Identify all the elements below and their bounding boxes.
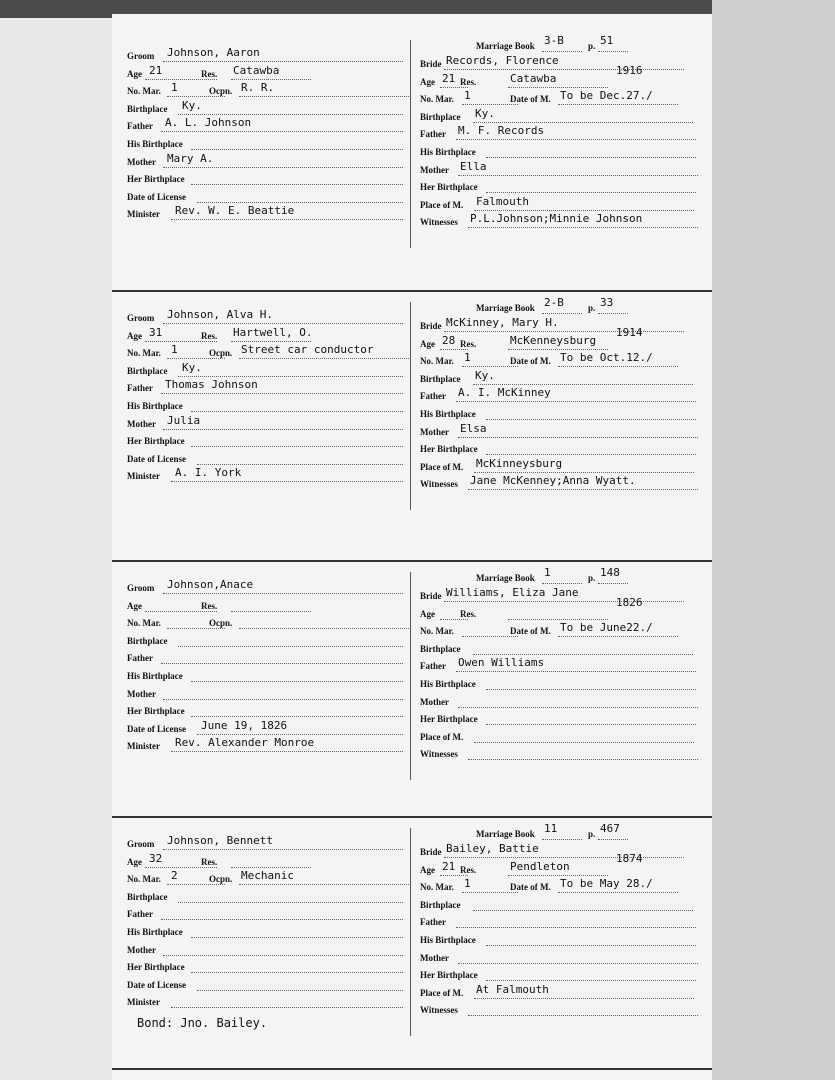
column-divider — [410, 828, 411, 1036]
bride-res-label: Res. — [460, 338, 477, 349]
blank-line — [239, 96, 409, 97]
blank-line — [474, 472, 694, 473]
bride-year-value: 1916 — [616, 63, 643, 77]
bride-age-value: 28 — [442, 333, 456, 347]
bride-birthplace-label: Birthplace — [420, 899, 461, 910]
blank-line — [486, 980, 696, 981]
bride-his-birthplace-label: His Birthplace — [420, 147, 476, 157]
blank-line — [163, 167, 403, 168]
column-divider — [410, 40, 411, 248]
blank-line — [161, 131, 403, 132]
blank-line — [163, 955, 403, 956]
blank-line — [197, 464, 403, 465]
groom-no-mar-value: 1 — [171, 81, 178, 95]
groom-date-of-license-value: June 19, 1826 — [201, 718, 288, 732]
blank-line — [145, 867, 217, 868]
groom-mother-value: Mary A. — [167, 151, 214, 165]
bride-age-label: Age — [420, 76, 435, 87]
blank-line — [458, 175, 698, 176]
blank-line — [473, 122, 693, 123]
blank-line — [598, 583, 628, 584]
bride-her-birthplace-label: Her Birthplace — [420, 714, 478, 725]
groom-his-birthplace-label: His Birthplace — [127, 139, 183, 149]
bride-his-birthplace-label: His Birthplace — [420, 409, 476, 419]
blank-line — [231, 341, 311, 342]
bride-name-value: Bailey, Battie — [446, 842, 539, 855]
groom-minister-label: Minister — [127, 741, 160, 752]
blank-line — [542, 51, 582, 52]
blank-line — [456, 927, 696, 928]
bride-date-of-m-value: To be June22./ — [560, 621, 653, 635]
blank-line — [558, 104, 678, 105]
bride-bride-label: Bride — [420, 59, 442, 69]
groom-groom-label: Groom — [127, 313, 155, 323]
bride-date-of-m-label: Date of M. — [510, 94, 551, 105]
blank-line — [486, 157, 696, 158]
groom-birthplace-label: Birthplace — [127, 891, 168, 902]
groom-his-birthplace-label: His Birthplace — [127, 401, 183, 411]
bride-witnesses-value: P.L.Johnson;Minnie Johnson — [470, 212, 643, 226]
page-label: p. — [588, 303, 596, 313]
groom-no-mar-label: No. Mar. — [127, 618, 161, 629]
blank-line — [598, 839, 628, 840]
groom-age-value: 32 — [149, 851, 163, 865]
blank-line — [486, 724, 696, 725]
blank-line — [558, 366, 678, 367]
marriage-book-label: Marriage Book — [476, 303, 535, 313]
blank-line — [178, 902, 403, 903]
groom-no-mar-value: 2 — [171, 869, 178, 883]
bride-bride-label: Bride — [420, 591, 442, 601]
bride-no-mar-value: 1 — [464, 351, 471, 365]
bride-father-label: Father — [420, 129, 446, 140]
bride-mother-label: Mother — [420, 952, 449, 963]
blank-line — [473, 384, 693, 385]
groom-ocpn-label: Ocpn. — [209, 86, 233, 97]
bride-age-value: 21 — [442, 859, 456, 873]
groom-name-value: Johnson,Anace — [167, 578, 254, 591]
groom-name-value: Johnson, Alva H. — [167, 308, 273, 321]
bride-date-of-m-value: To be May 28./ — [560, 877, 653, 891]
blank-line — [440, 619, 468, 620]
bride-birthplace-value: Ky. — [475, 368, 495, 382]
blank-line — [163, 699, 403, 700]
blank-line — [474, 742, 694, 743]
bride-name-value: Records, Florence — [446, 54, 559, 67]
bride-mother-label: Mother — [420, 426, 449, 437]
groom-birthplace-label: Birthplace — [127, 635, 168, 646]
bride-no-mar-label: No. Mar. — [420, 356, 454, 367]
bride-his-birthplace-label: His Birthplace — [420, 935, 476, 945]
scan-left-margin — [0, 18, 112, 1080]
blank-line — [145, 341, 217, 342]
blank-line — [468, 759, 698, 760]
bride-res-value: Catawba — [510, 71, 557, 85]
groom-no-mar-value: 1 — [171, 343, 178, 357]
bride-witnesses-value: Jane McKenney;Anna Wyatt. — [470, 474, 636, 488]
bride-place-of-m-value: McKinneysburg — [476, 456, 563, 470]
blank-line — [145, 611, 217, 612]
groom-mother-label: Mother — [127, 944, 156, 955]
bride-bride-label: Bride — [420, 321, 442, 331]
groom-ocpn-label: Ocpn. — [209, 874, 233, 885]
bride-witnesses-label: Witnesses — [420, 217, 458, 228]
groom-mother-label: Mother — [127, 688, 156, 699]
blank-line — [542, 583, 582, 584]
blank-line — [163, 323, 403, 324]
bride-year-value: 1874 — [616, 851, 643, 865]
blank-line — [231, 79, 311, 80]
groom-date-of-license-label: Date of License — [127, 191, 186, 202]
bride-res-value: Pendleton — [510, 859, 570, 873]
blank-line — [239, 358, 409, 359]
bride-father-label: Father — [420, 661, 446, 672]
blank-line — [171, 481, 403, 482]
groom-mother-label: Mother — [127, 156, 156, 167]
bride-his-birthplace-label: His Birthplace — [420, 679, 476, 689]
groom-ocpn-value: Street car conductor — [241, 343, 374, 357]
blank-line — [231, 867, 311, 868]
blank-line — [191, 716, 403, 717]
blank-line — [163, 61, 403, 62]
groom-no-mar-label: No. Mar. — [127, 874, 161, 885]
blank-line — [558, 636, 678, 637]
page-bottom-rule — [112, 1068, 712, 1070]
groom-minister-label: Minister — [127, 209, 160, 220]
groom-minister-label: Minister — [127, 997, 160, 1008]
groom-date-of-license-label: Date of License — [127, 723, 186, 734]
blank-line — [161, 919, 403, 920]
bride-date-of-m-value: To be Dec.27./ — [560, 89, 653, 103]
bride-no-mar-label: No. Mar. — [420, 94, 454, 105]
groom-her-birthplace-label: Her Birthplace — [127, 962, 185, 973]
blank-line — [178, 376, 403, 377]
groom-ocpn-label: Ocpn. — [209, 348, 233, 359]
groom-groom-label: Groom — [127, 583, 155, 593]
blank-line — [231, 611, 311, 612]
blank-line — [171, 1007, 403, 1008]
groom-birthplace-label: Birthplace — [127, 103, 168, 114]
blank-line — [508, 349, 608, 350]
groom-his-birthplace-label: His Birthplace — [127, 927, 183, 937]
blank-line — [558, 892, 678, 893]
blank-line — [440, 87, 468, 88]
groom-minister-value: Rev. Alexander Monroe — [175, 736, 315, 750]
page-value: 148 — [600, 566, 620, 579]
blank-line — [458, 963, 698, 964]
blank-line — [486, 945, 696, 946]
blank-line — [178, 646, 403, 647]
groom-age-value: 31 — [149, 325, 163, 339]
blank-line — [197, 990, 403, 991]
blank-line — [486, 454, 696, 455]
groom-res-label: Res. — [201, 68, 218, 79]
bride-her-birthplace-label: Her Birthplace — [420, 182, 478, 193]
blank-line — [161, 393, 403, 394]
blank-line — [191, 411, 403, 412]
blank-line — [167, 628, 225, 629]
blank-line — [508, 619, 608, 620]
groom-ocpn-value: R. R. — [241, 81, 275, 95]
blank-line — [145, 79, 217, 80]
blank-line — [440, 875, 468, 876]
bride-no-mar-value: 1 — [464, 89, 471, 103]
bride-father-value: M. F. Records — [458, 124, 545, 138]
bride-witnesses-label: Witnesses — [420, 749, 458, 760]
bride-father-value: A. I. McKinney — [458, 386, 551, 400]
bride-year-value: 1914 — [616, 325, 643, 339]
groom-her-birthplace-label: Her Birthplace — [127, 174, 185, 185]
groom-ocpn-label: Ocpn. — [209, 618, 233, 629]
blank-line — [239, 884, 409, 885]
bride-mother-value: Elsa — [460, 421, 487, 435]
blank-line — [191, 149, 403, 150]
groom-father-label: Father — [127, 909, 153, 920]
blank-line — [468, 227, 698, 228]
groom-birthplace-value: Ky. — [182, 360, 202, 374]
groom-his-birthplace-label: His Birthplace — [127, 671, 183, 681]
blank-line — [167, 96, 225, 97]
bride-age-label: Age — [420, 608, 435, 619]
marriage-book-value: 3-B — [544, 34, 564, 47]
groom-groom-label: Groom — [127, 839, 155, 849]
blank-line — [456, 671, 696, 672]
groom-her-birthplace-label: Her Birthplace — [127, 706, 185, 717]
bride-age-label: Age — [420, 864, 435, 875]
blank-line — [508, 87, 608, 88]
blank-line — [178, 114, 403, 115]
bride-year-value: 1826 — [616, 595, 643, 609]
bride-res-label: Res. — [460, 864, 477, 875]
groom-age-label: Age — [127, 68, 142, 79]
blank-line — [171, 751, 403, 752]
blank-line — [486, 689, 696, 690]
blank-line — [542, 313, 582, 314]
blank-line — [456, 139, 696, 140]
blank-line — [474, 998, 694, 999]
bride-date-of-m-label: Date of M. — [510, 882, 551, 893]
blank-line — [171, 219, 403, 220]
groom-her-birthplace-label: Her Birthplace — [127, 436, 185, 447]
groom-res-label: Res. — [201, 330, 218, 341]
groom-mother-value: Julia — [167, 413, 201, 427]
groom-birthplace-label: Birthplace — [127, 365, 168, 376]
blank-line — [458, 437, 698, 438]
blank-line — [440, 349, 468, 350]
marriage-book-value: 1 — [544, 566, 551, 579]
bride-birthplace-label: Birthplace — [420, 111, 461, 122]
groom-no-mar-label: No. Mar. — [127, 348, 161, 359]
groom-no-mar-label: No. Mar. — [127, 86, 161, 97]
groom-mother-label: Mother — [127, 418, 156, 429]
bride-father-label: Father — [420, 917, 446, 928]
blank-line — [508, 875, 608, 876]
blank-line — [163, 849, 403, 850]
bride-place-of-m-label: Place of M. — [420, 987, 464, 998]
groom-father-value: A. L. Johnson — [165, 116, 252, 130]
groom-age-label: Age — [127, 856, 142, 867]
bride-witnesses-label: Witnesses — [420, 1005, 458, 1016]
groom-father-label: Father — [127, 121, 153, 132]
bride-date-of-m-label: Date of M. — [510, 626, 551, 637]
marriage-book-label: Marriage Book — [476, 573, 535, 583]
bride-witnesses-label: Witnesses — [420, 479, 458, 490]
groom-minister-value: Rev. W. E. Beattie — [175, 204, 295, 218]
blank-line — [197, 202, 403, 203]
bride-father-label: Father — [420, 391, 446, 402]
blank-line — [598, 51, 628, 52]
blank-line — [191, 937, 403, 938]
bride-her-birthplace-label: Her Birthplace — [420, 970, 478, 981]
groom-name-value: Johnson, Aaron — [167, 46, 260, 59]
blank-line — [444, 331, 684, 332]
blank-line — [167, 358, 225, 359]
blank-line — [444, 69, 684, 70]
bride-no-mar-label: No. Mar. — [420, 626, 454, 637]
blank-line — [163, 593, 403, 594]
bride-date-of-m-label: Date of M. — [510, 356, 551, 367]
groom-father-label: Father — [127, 383, 153, 394]
bride-mother-value: Ella — [460, 159, 487, 173]
blank-line — [462, 366, 518, 367]
groom-groom-label: Groom — [127, 51, 155, 61]
marriage-book-label: Marriage Book — [476, 41, 535, 51]
groom-res-value: Catawba — [233, 63, 280, 77]
bride-birthplace-label: Birthplace — [420, 373, 461, 384]
page-label: p. — [588, 573, 596, 583]
blank-line — [456, 401, 696, 402]
bride-mother-label: Mother — [420, 164, 449, 175]
blank-line — [468, 1015, 698, 1016]
bride-res-label: Res. — [460, 76, 477, 87]
groom-res-label: Res. — [201, 856, 218, 867]
groom-ocpn-value: Mechanic — [241, 869, 294, 883]
bride-her-birthplace-label: Her Birthplace — [420, 444, 478, 455]
blank-line — [462, 892, 518, 893]
bride-father-value: Owen Williams — [458, 656, 545, 670]
scan-right-margin — [712, 0, 835, 1080]
page-value: 51 — [600, 34, 614, 47]
bride-place-of-m-label: Place of M. — [420, 199, 464, 210]
blank-line — [161, 663, 403, 664]
groom-date-of-license-label: Date of License — [127, 979, 186, 990]
blank-line — [473, 654, 693, 655]
blank-line — [167, 884, 225, 885]
bride-age-label: Age — [420, 338, 435, 349]
blank-line — [191, 972, 403, 973]
groom-name-value: Johnson, Bennett — [167, 834, 273, 847]
blank-line — [191, 446, 403, 447]
bride-no-mar-value: 1 — [464, 877, 471, 891]
marriage-book-value: 2-B — [544, 296, 564, 309]
bride-res-value: McKenneysburg — [510, 333, 597, 347]
blank-line — [468, 489, 698, 490]
groom-age-value: 21 — [149, 63, 163, 77]
column-divider — [410, 572, 411, 780]
bride-no-mar-label: No. Mar. — [420, 882, 454, 893]
groom-minister-label: Minister — [127, 471, 160, 482]
bride-name-value: McKinney, Mary H. — [446, 316, 559, 329]
bride-place-of-m-label: Place of M. — [420, 461, 464, 472]
card-separator — [112, 290, 712, 292]
bride-place-of-m-value: Falmouth — [476, 194, 529, 208]
marriage-book-label: Marriage Book — [476, 829, 535, 839]
groom-birthplace-value: Ky. — [182, 98, 202, 112]
bride-age-value: 21 — [442, 71, 456, 85]
bond-note: Bond: Jno. Bailey. — [137, 1016, 268, 1030]
blank-line — [462, 636, 518, 637]
bride-birthplace-label: Birthplace — [420, 643, 461, 654]
blank-line — [191, 184, 403, 185]
groom-res-label: Res. — [201, 600, 218, 611]
bride-bride-label: Bride — [420, 847, 442, 857]
blank-line — [486, 419, 696, 420]
bride-birthplace-value: Ky. — [475, 106, 495, 120]
page-label: p. — [588, 829, 596, 839]
groom-date-of-license-label: Date of License — [127, 453, 186, 464]
bride-name-value: Williams, Eliza Jane — [446, 586, 579, 599]
blank-line — [239, 628, 409, 629]
groom-father-label: Father — [127, 653, 153, 664]
blank-line — [473, 910, 693, 911]
bride-res-label: Res. — [460, 608, 477, 619]
blank-line — [163, 429, 403, 430]
groom-age-label: Age — [127, 600, 142, 611]
page-label: p. — [588, 41, 596, 51]
groom-father-value: Thomas Johnson — [165, 378, 258, 392]
groom-age-label: Age — [127, 330, 142, 341]
bride-date-of-m-value: To be Oct.12./ — [560, 351, 653, 365]
groom-res-value: Hartwell, O. — [233, 325, 313, 339]
bride-place-of-m-value: At Falmouth — [476, 982, 549, 996]
page-value: 467 — [600, 822, 620, 835]
blank-line — [197, 734, 403, 735]
blank-line — [462, 104, 518, 105]
blank-line — [458, 707, 698, 708]
blank-line — [486, 192, 696, 193]
card-separator — [112, 816, 712, 818]
bride-place-of-m-label: Place of M. — [420, 731, 464, 742]
card-separator — [112, 560, 712, 562]
marriage-book-value: 11 — [544, 822, 558, 835]
groom-minister-value: A. I. York — [175, 466, 242, 480]
blank-line — [542, 839, 582, 840]
blank-line — [191, 681, 403, 682]
column-divider — [410, 302, 411, 510]
blank-line — [444, 857, 684, 858]
page-value: 33 — [600, 296, 614, 309]
blank-line — [474, 210, 694, 211]
blank-line — [444, 601, 684, 602]
blank-line — [598, 313, 628, 314]
bride-mother-label: Mother — [420, 696, 449, 707]
